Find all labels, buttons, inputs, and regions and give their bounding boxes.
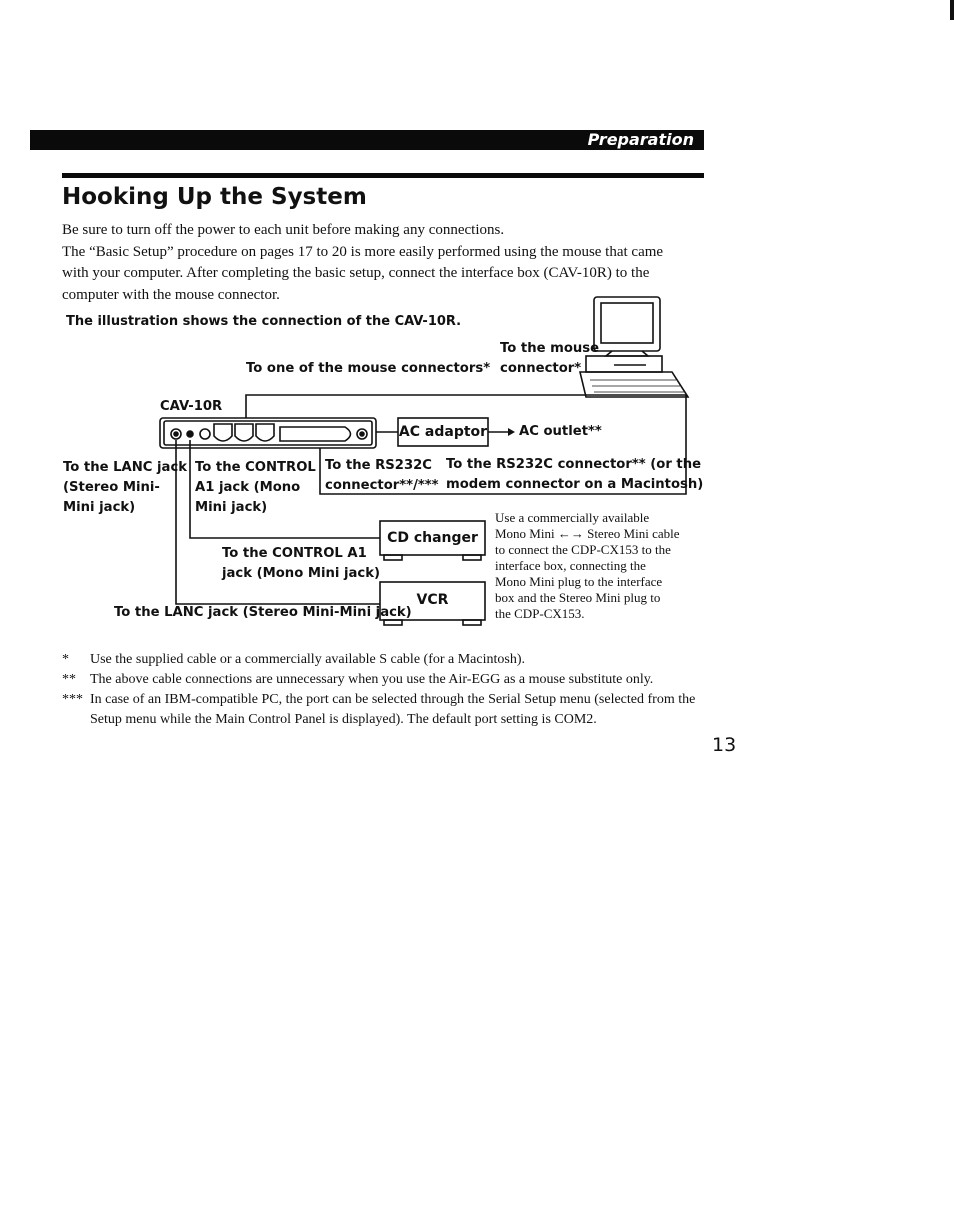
ac-adaptor-label: AC adaptor: [398, 424, 488, 440]
footnote-text: In case of an IBM-compatible PC, the port can be selected through the Serial Setup menu (selected from the Setup menu while the Main Control Panel is displayed). The default port setting is COM2.: [90, 692, 696, 727]
footnote-text: The above cable connections are unnecessary when you use the Air-EGG as a mouse substitute only.: [90, 672, 654, 687]
label-to-mouse: To the mouse: [500, 341, 600, 356]
intro-paragraph-1: Be sure to turn off the power to each unit before making any connections.: [62, 222, 505, 238]
label-rs232-mac-2: modem connector on a Macintosh): [446, 477, 704, 492]
side-note-line: Mono Mini plug to the interface: [495, 574, 663, 589]
label-ac-outlet: AC outlet**: [519, 424, 602, 439]
illustration-caption: The illustration shows the connection of the CAV-10R.: [66, 314, 462, 329]
label-control-1: To the CONTROL: [195, 460, 316, 475]
label-cav-10r: CAV-10R: [160, 399, 223, 414]
side-note-line: to connect the CDP-CX153 to the: [495, 542, 671, 557]
label-rs232-2: connector**/***: [325, 478, 439, 493]
page-number: 13: [712, 734, 737, 756]
side-note-line: the CDP-CX153.: [495, 606, 585, 621]
section-label: Preparation: [587, 130, 694, 149]
cav-10r-box: [160, 418, 376, 448]
footnote: [62, 690, 710, 730]
label-one-mouse-connector: To one of the mouse connectors*: [246, 361, 491, 376]
label-lanc-3: Mini jack): [63, 500, 136, 515]
label-control-3: Mini jack): [195, 500, 268, 515]
side-note-line: interface box, connecting the: [495, 558, 646, 573]
footnote: [62, 650, 710, 670]
intro-paragraph-2: The “Basic Setup” procedure on pages 17 to 20 is more easily performed using the mouse that came with your computer. After completing the basic setup, connect the interface box (CAV-10R) to the computer with the mouse connector.: [62, 243, 664, 303]
footnotes: [62, 650, 710, 730]
label-rs232-1: To the RS232C: [325, 458, 432, 473]
side-note-line: Use a commercially available: [495, 510, 650, 525]
footnote: [62, 670, 710, 690]
cable-side-note: [495, 510, 680, 622]
footnote-mark: *: [62, 652, 69, 667]
label-rs232-mac-1: To the RS232C connector** (or the: [446, 457, 702, 472]
label-control-2: A1 jack (Mono: [195, 480, 301, 495]
page-title: Hooking Up the System: [62, 184, 367, 210]
label-lanc-1: To the LANC jack: [63, 460, 188, 475]
footnote-text: Use the supplied cable or a commercially available S cable (for a Macintosh).: [90, 652, 525, 667]
label-control-a1-2: jack (Mono Mini jack): [222, 566, 381, 581]
label-lanc-bottom: To the LANC jack (Stereo Mini-Mini jack): [114, 605, 412, 620]
cd-changer-label: CD changer: [387, 530, 478, 546]
footnote-mark: **: [62, 672, 76, 687]
side-note-line: Mono Mini ←→ Stereo Mini cable: [495, 526, 680, 541]
label-mouse-connector: connector*: [500, 361, 582, 376]
vcr-label: VCR: [416, 592, 449, 608]
label-lanc-2: (Stereo Mini-: [63, 480, 160, 495]
side-note-line: box and the Stereo Mini plug to: [495, 590, 661, 605]
footnote-mark: ***: [62, 692, 83, 707]
label-control-a1-1: To the CONTROL A1: [222, 546, 367, 561]
